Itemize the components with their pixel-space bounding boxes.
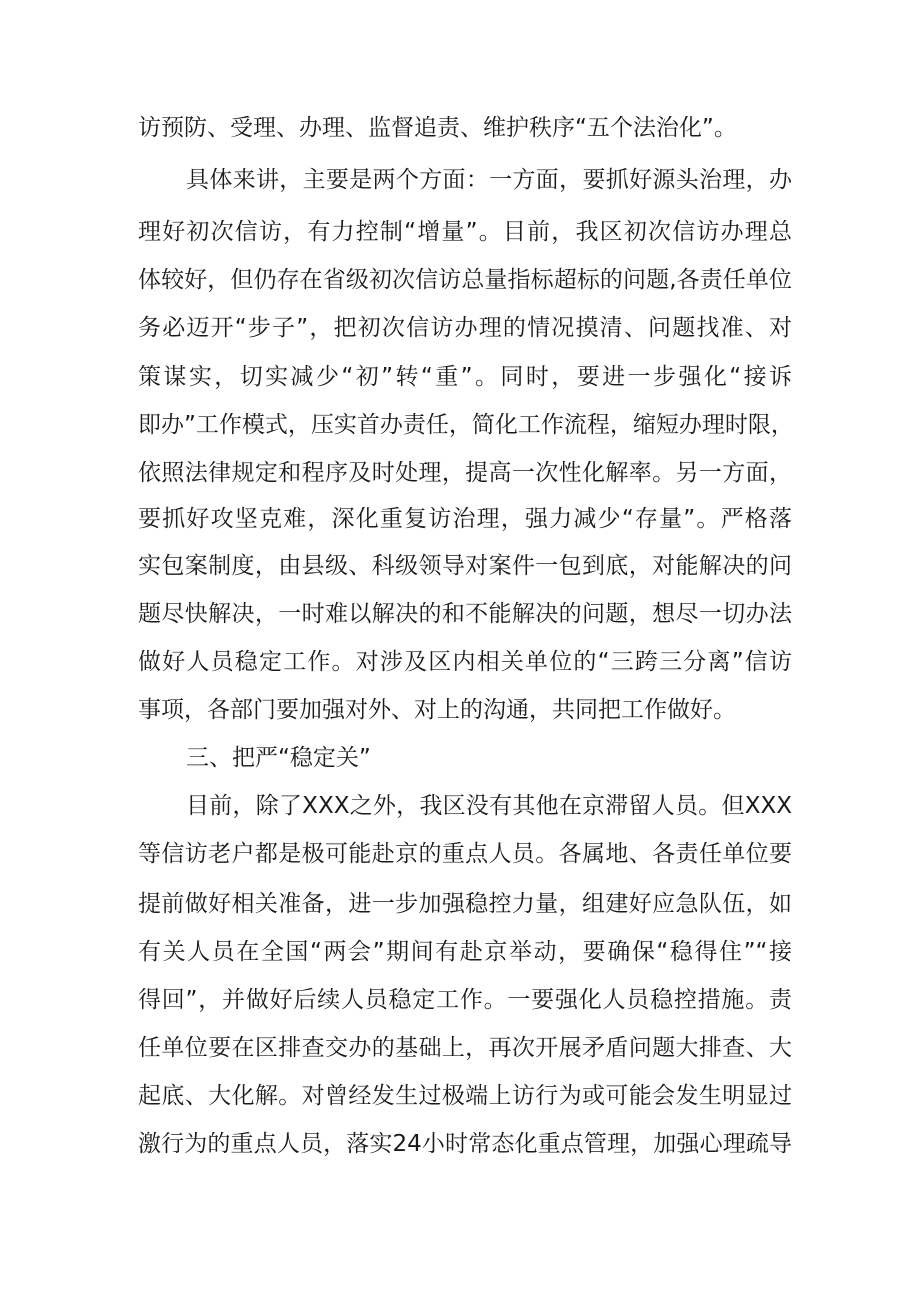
body-line-5: 务必迈开“步子”，把初次信访办理的情况摸清、问题找准、对 xyxy=(138,315,792,341)
body-line-11: 题尽快解决，一时难以解决的和不能解决的问题，想尽一切办法 xyxy=(138,601,792,627)
body-line-20: 任单位要在区排查交办的基础上，再次开展矛盾问题大排查、大 xyxy=(138,1035,792,1061)
body-line-13: 事项，各部门要加强对外、对上的沟通，共同把工作做好。 xyxy=(138,697,736,723)
body-line-18: 有关人员在全国“两会”期间有赴京举动，要确保“稳得住”“接 xyxy=(138,939,792,965)
body-line-17: 提前做好相关准备，进一步加强稳控力量，组建好应急队伍，如 xyxy=(138,891,792,917)
body-line-19: 得回”，并做好后续人员稳定工作。一要强化人员稳控措施。责 xyxy=(138,987,792,1013)
body-line-6: 策谋实，切实减少“初”转“重”。同时，要进一步强化“接诉 xyxy=(138,364,792,390)
body-line-9: 要抓好攻坚克难，深化重复访治理，强力减少“存量”。严格落 xyxy=(138,506,792,532)
body-line-10: 实包案制度，由县级、科级领导对案件一包到底，对能解决的问 xyxy=(138,553,792,579)
body-line-16: 等信访老户都是极可能赴京的重点人员。各属地、各责任单位要 xyxy=(138,841,792,867)
body-line-3: 理好初次信访，有力控制“增量”。目前，我区初次信访办理总 xyxy=(138,219,792,245)
body-line-1: 访预防、受理、办理、监督追责、维护秩序“五个法治化”。 xyxy=(138,115,737,141)
body-line-12: 做好人员稳定工作。对涉及区内相关单位的“三跨三分离”信访 xyxy=(138,649,792,675)
body-line-2: 具体来讲，主要是两个方面：一方面，要抓好源头治理，办 xyxy=(186,167,792,193)
body-line-15: 目前，除了XXX之外，我区没有其他在京滞留人员。但XXX xyxy=(186,793,792,819)
section-heading: 三、把严“稳定关” xyxy=(186,745,371,771)
body-line-4: 体较好，但仍存在省级初次信访总量指标超标的问题,各责任单位 xyxy=(138,267,792,293)
body-line-22: 激行为的重点人员，落实24小时常态化重点管理，加强心理疏导 xyxy=(138,1131,792,1157)
body-line-21: 起底、大化解。对曾经发生过极端上访行为或可能会发生明显过 xyxy=(138,1083,792,1109)
body-line-8: 依照法律规定和程序及时处理，提高一次性化解率。另一方面， xyxy=(138,460,792,486)
body-line-7: 即办”工作模式，压实首办责任，简化工作流程，缩短办理时限， xyxy=(138,412,794,438)
